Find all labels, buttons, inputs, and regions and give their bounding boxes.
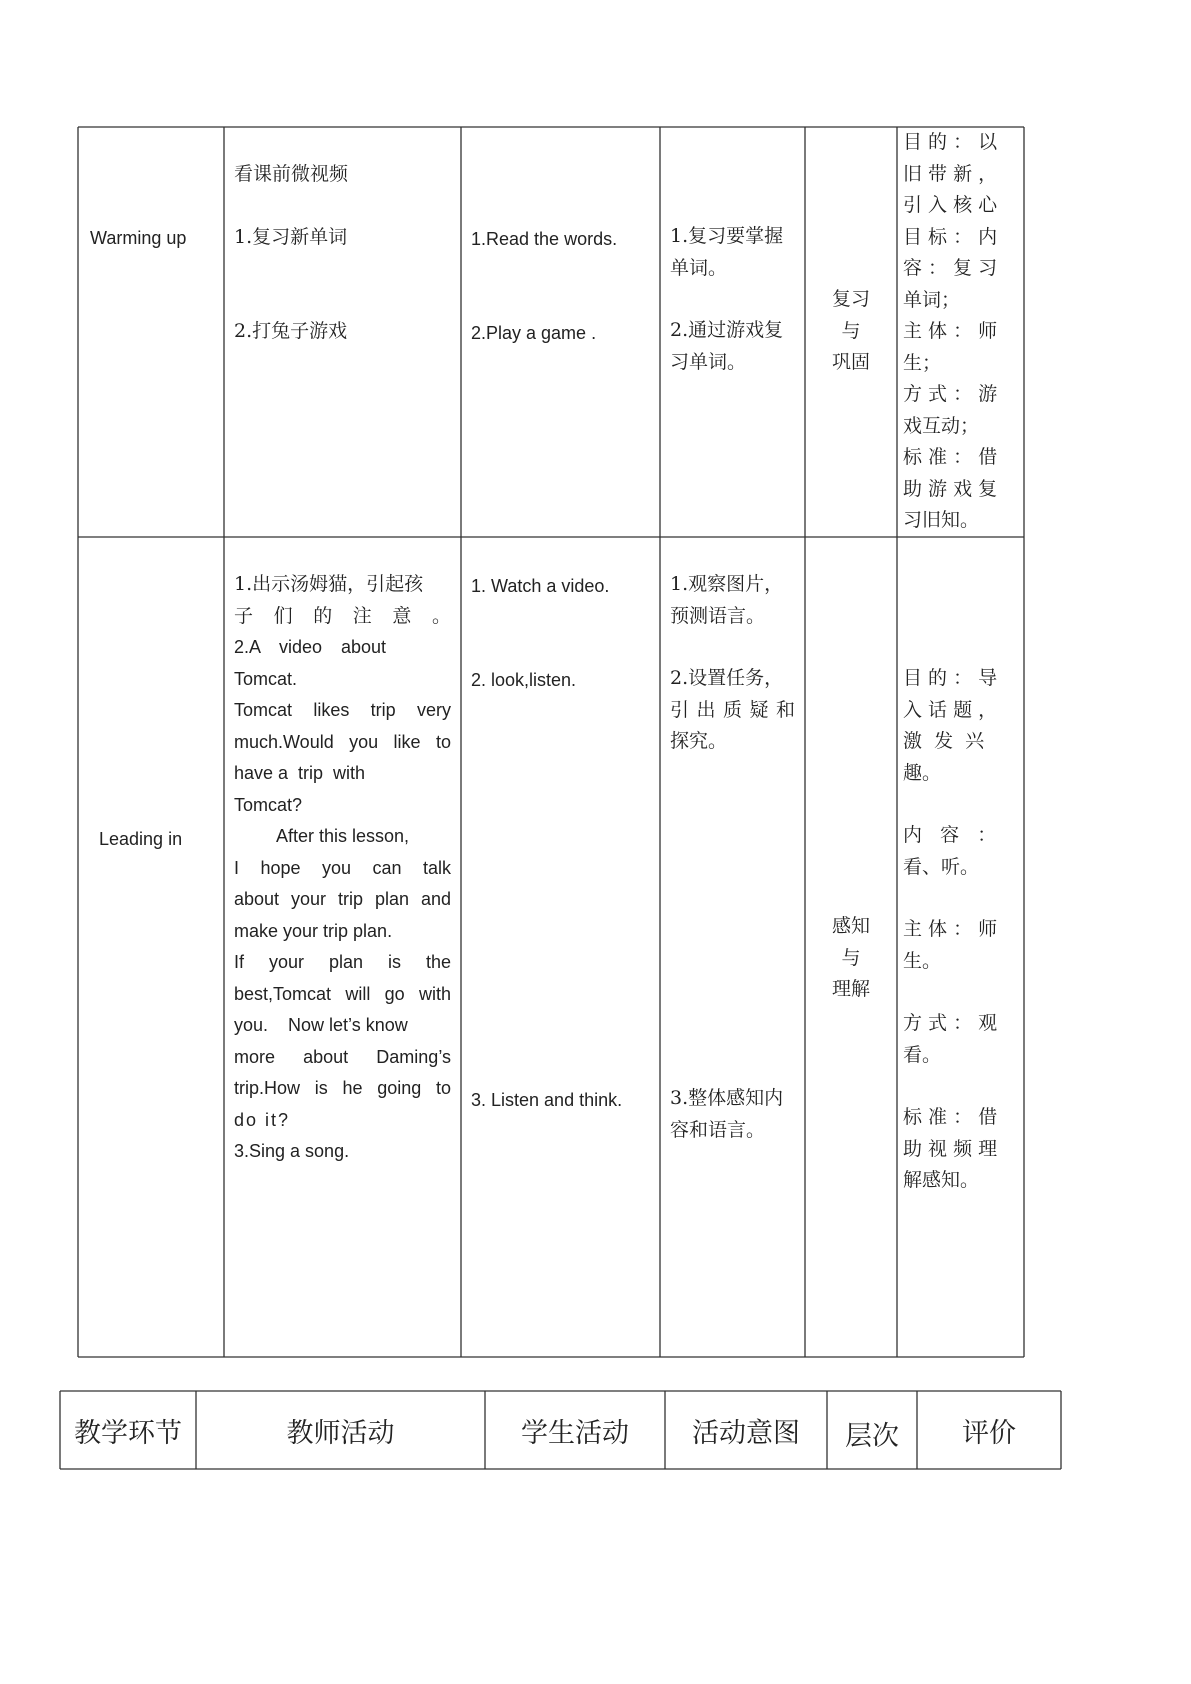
evaluation-warming-up: 目 的 ： 以 旧 带 新 ， 引 入 核 心 目 标 ： 内 容 ： 复 习 单词； 主 体 ： 师 生； 方 式 ： 游 戏互动； 标 准 ： 借 助 游 戏 复 习旧知。 bbox=[903, 131, 998, 531]
header-stage: 教学环节 bbox=[74, 1417, 182, 1449]
header-student-activity: 学生活动 bbox=[521, 1417, 629, 1449]
header-teacher-activity: 教师活动 bbox=[286, 1417, 395, 1449]
header-intent: 活动意图 bbox=[692, 1417, 800, 1449]
teacher-line: 看课前微视频 bbox=[234, 163, 349, 185]
level-warming-up: 复习 与 巩固 bbox=[831, 288, 870, 373]
student-line: 2. look,listen. bbox=[471, 670, 577, 690]
header-level: 层次 bbox=[845, 1420, 899, 1452]
intent-warming-up: 1.复习要掌握 单词。 2.通过游戏复 习单词。 bbox=[670, 225, 784, 373]
level-leading-in: 感知 与 理解 bbox=[831, 915, 870, 1000]
teacher-line: 1.复习新单词 bbox=[234, 226, 348, 248]
teacher-line: 2.打兔子游戏 bbox=[234, 320, 348, 342]
student-line: 1. Watch a video. bbox=[471, 576, 610, 596]
student-line: 1.Read the words. bbox=[471, 229, 618, 249]
student-line: 3. Listen and think. bbox=[471, 1090, 623, 1110]
header-evaluation: 评价 bbox=[962, 1417, 1016, 1449]
stage-leading-in: Leading in bbox=[99, 829, 183, 849]
evaluation-leading-in: 目 的 ： 导 入 话 题 ， 激 发 兴 趣。 内 容 ： 看、听。 主 体 ： 师 生。 方 式 ： 观 看。 标 准 ： 借 助 视 频 理 解感知。 bbox=[903, 667, 998, 1191]
stage-warming-up: Warming up bbox=[90, 228, 187, 248]
student-line: 2.Play a game . bbox=[471, 323, 597, 343]
teacher-activity-leading-in: 1.出示汤姆猫，引起孩 子 们 的 注 意 。 2.A video about Tomcat. Tomcat likes trip very much.Would you like to have a trip with Tomcat? After this lesson, I hope you can talk about your trip plan and make your trip plan. If your plan is the best,Tomcat will go with you. Now let’s know more about Daming’s trip.How is he going to do it? 3.Sing a song. bbox=[234, 573, 451, 1161]
